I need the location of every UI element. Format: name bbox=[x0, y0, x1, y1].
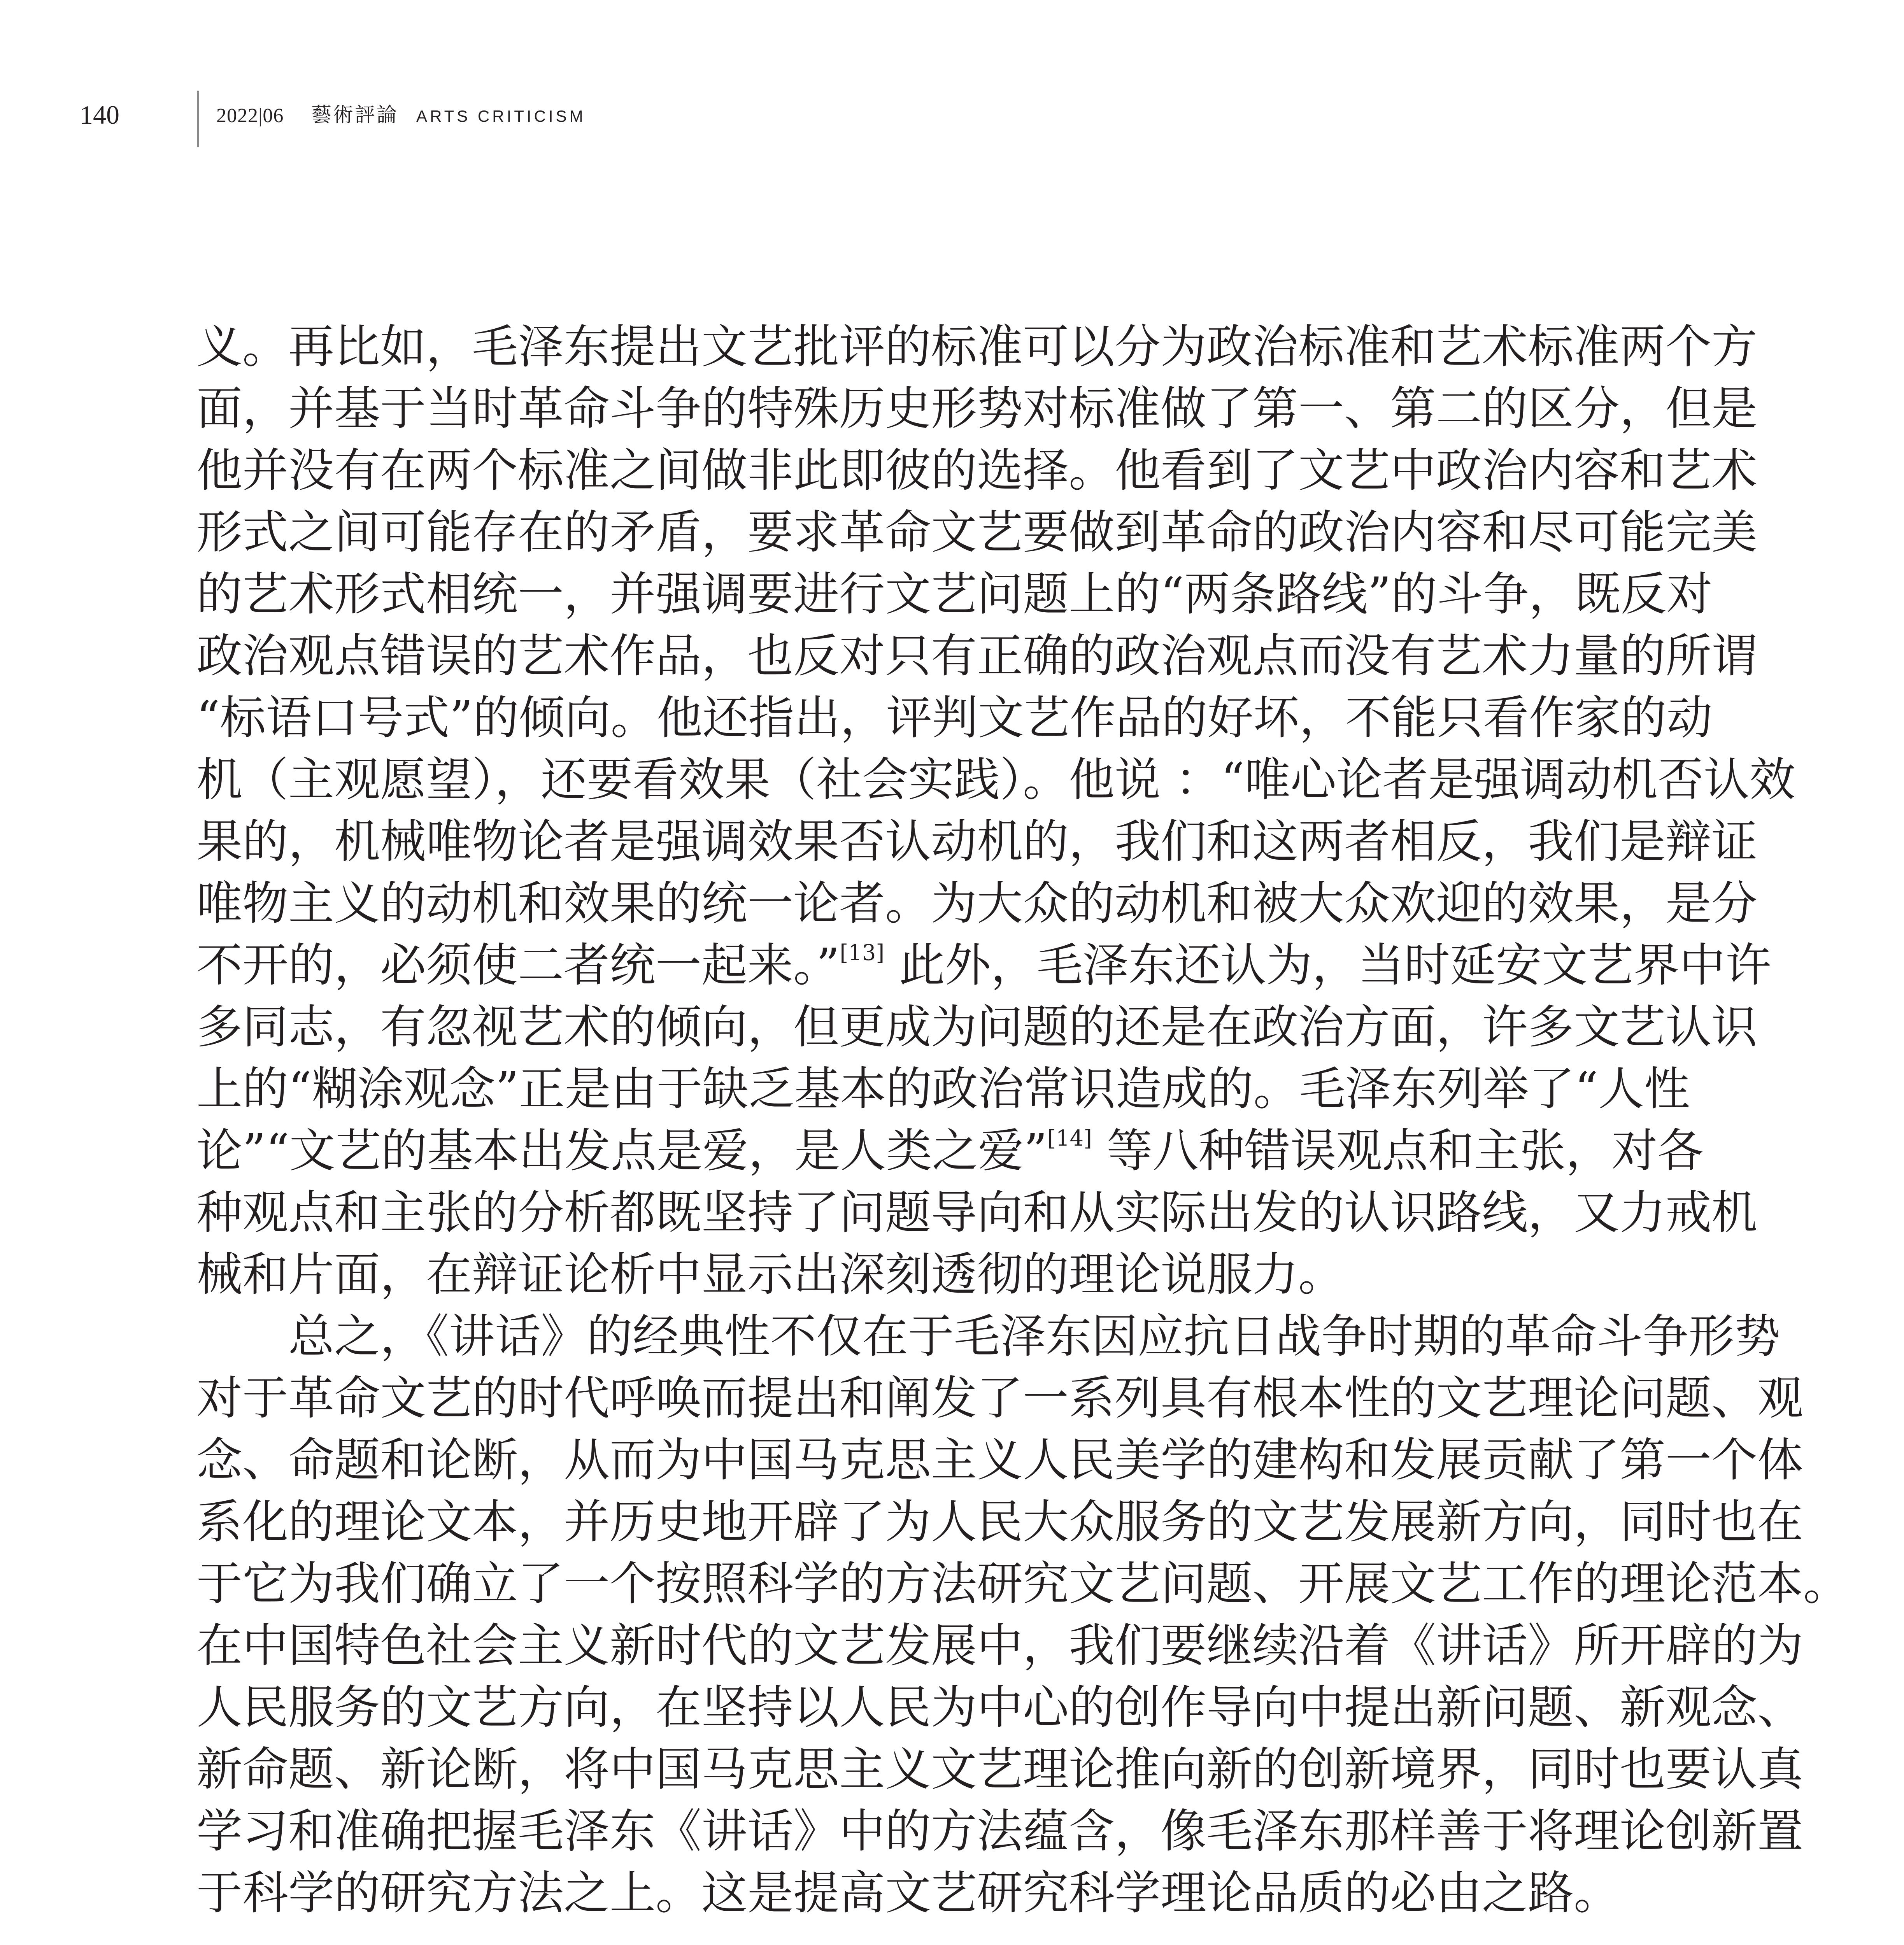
text-line: 政治观点错误的艺术作品，也反对只有正确的政治观点而没有艺术力量的所谓 bbox=[196, 629, 1758, 683]
journal-name-english: ARTS CRITICISM bbox=[416, 107, 586, 125]
journal-issue: 2022|06 bbox=[216, 105, 284, 127]
text-line: 总之，《讲话》的经典性不仅在于毛泽东因应抗日战争时期的革命斗争形势 bbox=[196, 1309, 1781, 1363]
text-line: 的艺术形式相统一，并强调要进行文艺问题上的“两条路线”的斗争，既反对 bbox=[196, 567, 1713, 621]
header-divider bbox=[197, 91, 199, 147]
text-line: 他并没有在两个标准之间做非此即彼的选择。他看到了文艺中政治内容和艺术 bbox=[196, 443, 1758, 497]
text-line: 械和片面，在辩证论析中显示出深刻透彻的理论说服力。 bbox=[196, 1248, 1345, 1301]
line-text: 此外，毛泽东还认为，当时延安文艺界中许 bbox=[884, 938, 1771, 992]
text-line: 上的“糊涂观念”正是由于缺乏基本的政治常识造成的。毛泽东列举了“人性 bbox=[196, 1062, 1690, 1116]
line-text: 不开的，必须使二者统一起来。” bbox=[196, 938, 840, 992]
article-body bbox=[196, 316, 1850, 1945]
line-text: 论”“文艺的基本出发点是爱，是人类之爱” bbox=[196, 1124, 1047, 1178]
text-line: 形式之间可能存在的矛盾，要求革命文艺要做到革命的政治内容和尽可能完美 bbox=[196, 505, 1758, 559]
page-header bbox=[0, 0, 1904, 163]
text-line: 于它为我们确立了一个按照科学的方法研究文艺问题、开展文艺工作的理论范本。 bbox=[196, 1557, 1850, 1610]
text-line: 面，并基于当时革命斗争的特殊历史形势对标准做了第一、第二的区分，但是 bbox=[196, 382, 1758, 435]
line-text: 等八种错误观点和主张，对各 bbox=[1092, 1124, 1704, 1178]
page-number: 140 bbox=[80, 100, 119, 130]
paragraph-continuation bbox=[196, 316, 1795, 1305]
text-line: 多同志，有忽视艺术的倾向，但更成为问题的还是在政治方面，许多文艺认识 bbox=[196, 1000, 1758, 1054]
text-line: 果的，机械唯物论者是强调效果否认动机的，我们和这两者相反，我们是辩证 bbox=[196, 815, 1758, 868]
text-line: 在中国特色社会主义新时代的文艺发展中，我们要继续沿着《讲话》所开辟的为 bbox=[196, 1619, 1804, 1672]
text-line: 机（主观愿望），还要看效果（社会实践）。他说 ：“唯心论者是强调动机否认效 bbox=[196, 753, 1795, 806]
paragraph-spacer bbox=[196, 1924, 1504, 1943]
citation-13: [13] bbox=[840, 940, 885, 965]
text-line: “标语口号式”的倾向。他还指出，评判文艺作品的好坏，不能只看作家的动 bbox=[196, 691, 1713, 745]
text-line: 唯物主义的动机和效果的统一论者。为大众的动机和被大众欢迎的效果，是分 bbox=[196, 876, 1758, 930]
text-line: 种观点和主张的分析都既坚持了问题导向和从实际出发的认识路线，又力戒机 bbox=[196, 1186, 1758, 1239]
paragraph-methodology bbox=[196, 1943, 1504, 1945]
text-line bbox=[196, 934, 1771, 996]
text-line: 人民服务的文艺方向，在坚持以人民为中心的创作导向中提出新问题、新观念、 bbox=[196, 1680, 1804, 1734]
text-line: 念、命题和论断，从而为中国马克思主义人民美学的建构和发展贡献了第一个体 bbox=[196, 1433, 1804, 1487]
journal-name-chinese: 藝術評論 bbox=[311, 103, 399, 127]
paragraph-conclusion bbox=[196, 1305, 1850, 1924]
text-line: 义。再比如，毛泽东提出文艺批评的标准可以分为政治标准和艺术标准两个方 bbox=[196, 320, 1758, 373]
text-line: 新命题、新论断，将中国马克思主义文艺理论推向新的创新境界，同时也要认真 bbox=[196, 1742, 1804, 1796]
text-line bbox=[196, 1943, 1504, 1945]
text-line: 学习和准确把握毛泽东《讲话》中的方法蕴含，像毛泽东那样善于将理论创新置 bbox=[196, 1804, 1804, 1858]
citation-14: [14] bbox=[1047, 1126, 1092, 1151]
text-line bbox=[196, 1120, 1704, 1182]
text-line: 系化的理论文本，并历史地开辟了为人民大众服务的文艺发展新方向，同时也在 bbox=[196, 1495, 1804, 1549]
text-line: 于科学的研究方法之上。这是提高文艺研究科学理论品质的必由之路。 bbox=[196, 1866, 1620, 1920]
text-line: 对于革命文艺的时代呼唤而提出和阐发了一系列具有根本性的文艺理论问题、观 bbox=[196, 1371, 1804, 1425]
